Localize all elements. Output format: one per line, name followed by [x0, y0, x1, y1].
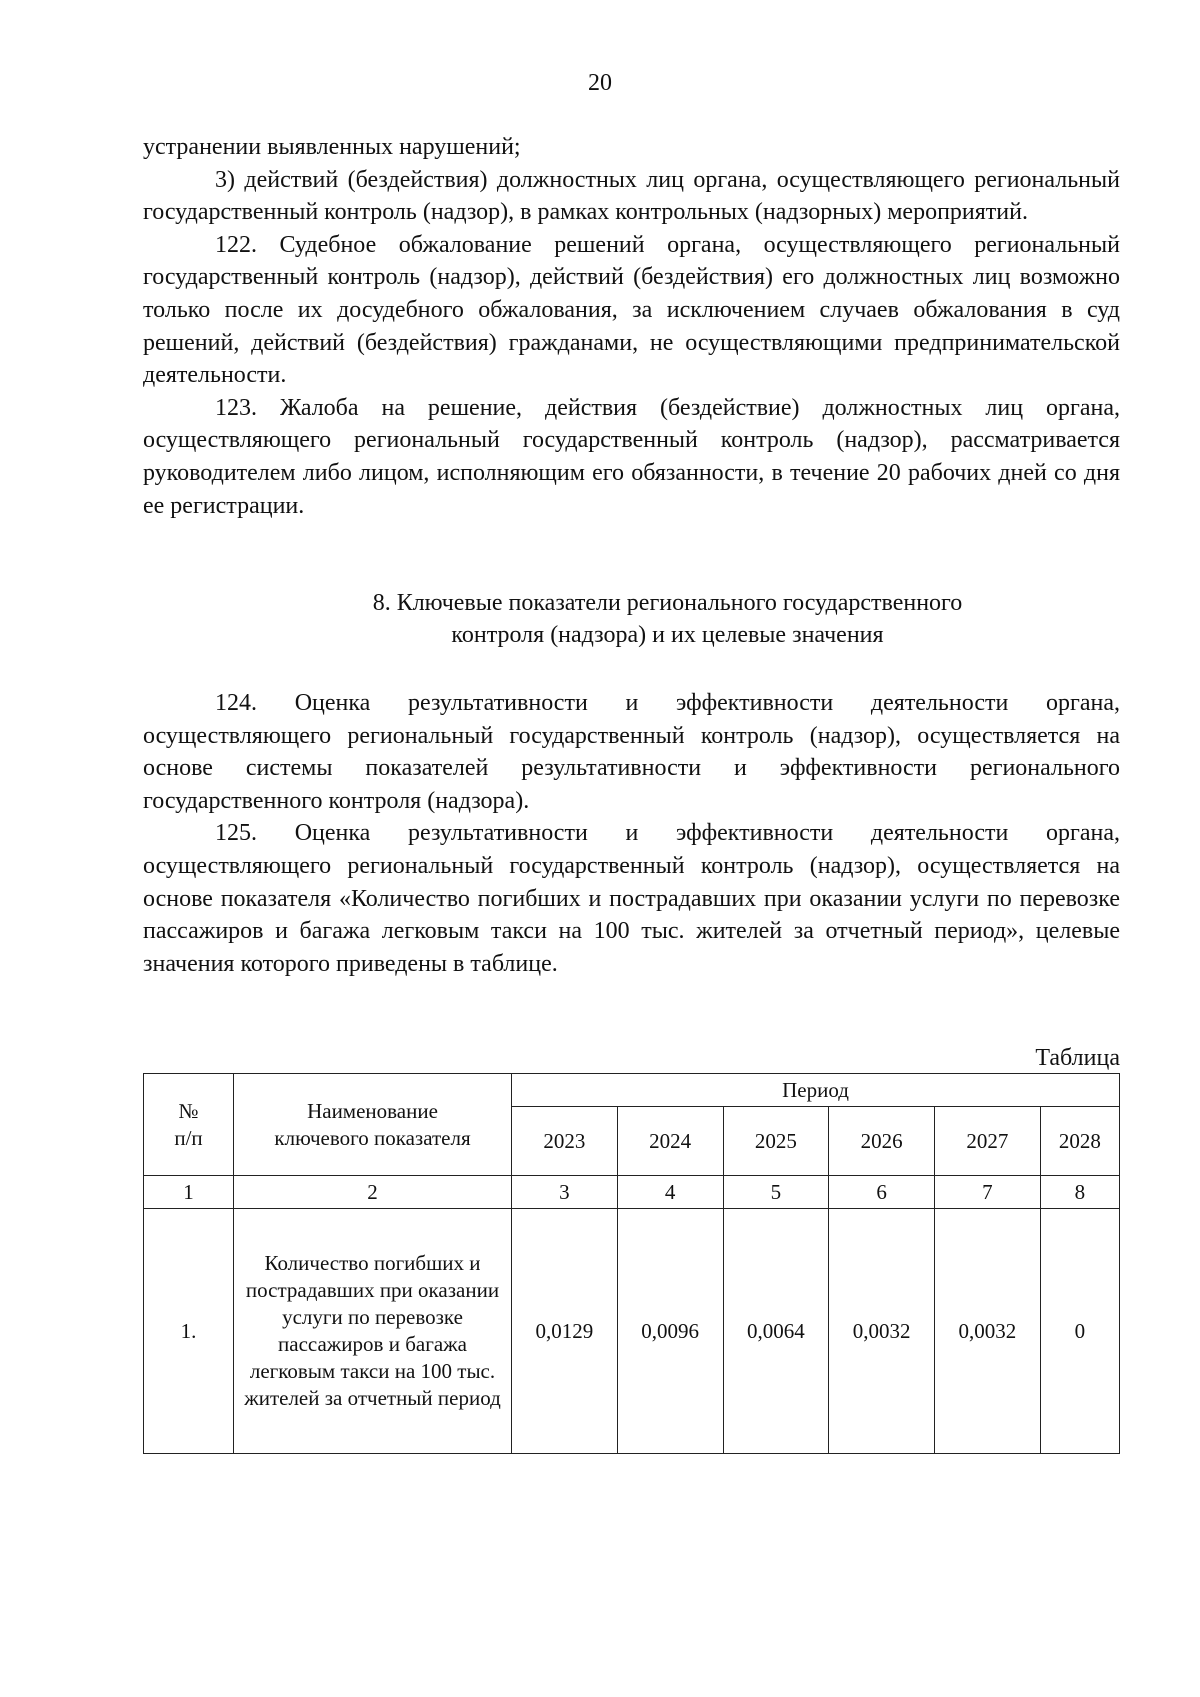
- body-text-top: [143, 131, 1120, 522]
- kpi-table: [143, 1073, 1120, 1454]
- section-heading-line2: контроля (надзора) и их целевые значения: [451, 622, 884, 648]
- column-number: 4: [617, 1176, 723, 1209]
- header-year: 2023: [512, 1107, 618, 1176]
- header-year: 2027: [935, 1107, 1041, 1176]
- row-value: 0,0096: [617, 1209, 723, 1454]
- page-number: 20: [588, 70, 612, 96]
- column-number: 6: [829, 1176, 935, 1209]
- header-year: 2024: [617, 1107, 723, 1176]
- section-heading-line1: 8. Ключевые показатели регионального государственного: [372, 590, 963, 616]
- column-number: 2: [234, 1176, 512, 1209]
- row-value: 0: [1040, 1209, 1119, 1454]
- header-period: Период: [512, 1074, 1120, 1107]
- row-indicator-name: Количество погибших и пострадавших при оказании услуги по перевозке пассажиров и багажа легковым такси на 100 тыс. жителей за отчетный период: [234, 1209, 512, 1454]
- table-caption: Таблица: [1035, 1045, 1120, 1071]
- column-number: 3: [512, 1176, 618, 1209]
- column-number: 8: [1040, 1176, 1119, 1209]
- table-row: [144, 1209, 1120, 1454]
- header-year: 2028: [1040, 1107, 1119, 1176]
- paragraph-122: 122. Судебное обжалование решений органа, осуществляющего региональный государственный контроль (надзор), действий (бездействия) его должностных лиц возможно только после их досудебного обжалования, за исключением случаев обжалования в суд решений, действий (бездействия) гражданами, не осуществляющими предпринимательской деятельности.: [143, 231, 1120, 389]
- column-number: 1: [144, 1176, 234, 1209]
- paragraph-123: 123. Жалоба на решение, действия (бездействие) должностных лиц органа, осуществляющего региональный государственный контроль (надзор), рассматривается руководителем либо лицом, исполняющим его обязанности, в течение 20 рабочих дней со дня ее регистрации.: [143, 394, 1120, 519]
- row-num: 1.: [144, 1209, 234, 1454]
- row-value: 0,0032: [829, 1209, 935, 1454]
- paragraph-124: 124. Оценка результативности и эффективности деятельности органа, осуществляющего региональный государственный контроль (надзор), осуществляется на основе системы показателей результативности и эффективности регионального государственного контроля (надзора).: [143, 690, 1120, 814]
- column-number: 7: [935, 1176, 1041, 1209]
- column-number: 5: [723, 1176, 829, 1209]
- body-text-bottom: [143, 687, 1120, 980]
- section-heading: [143, 587, 1120, 651]
- row-value: 0,0032: [935, 1209, 1041, 1454]
- row-value: 0,0129: [512, 1209, 618, 1454]
- row-value: 0,0064: [723, 1209, 829, 1454]
- header-year: 2026: [829, 1107, 935, 1176]
- header-year: 2025: [723, 1107, 829, 1176]
- paragraph-125: 125. Оценка результативности и эффективности деятельности органа, осуществляющего региональный государственный контроль (надзор), осуществляется на основе показателя «Количество погибших и пострадавших при оказании услуги по перевозке пассажиров и багажа легковым такси на 100 тыс. жителей за отчетный период», целевые значения которого приведены в таблице.: [143, 820, 1120, 977]
- header-num: № п/п: [144, 1074, 234, 1176]
- header-name: Наименование ключевого показателя: [234, 1074, 512, 1176]
- paragraph: 3) действий (бездействия) должностных лиц органа, осуществляющего региональный государственный контроль (надзор), в рамках контрольных (надзорных) мероприятий.: [143, 166, 1120, 226]
- paragraph: устранении выявленных нарушений;: [143, 134, 521, 160]
